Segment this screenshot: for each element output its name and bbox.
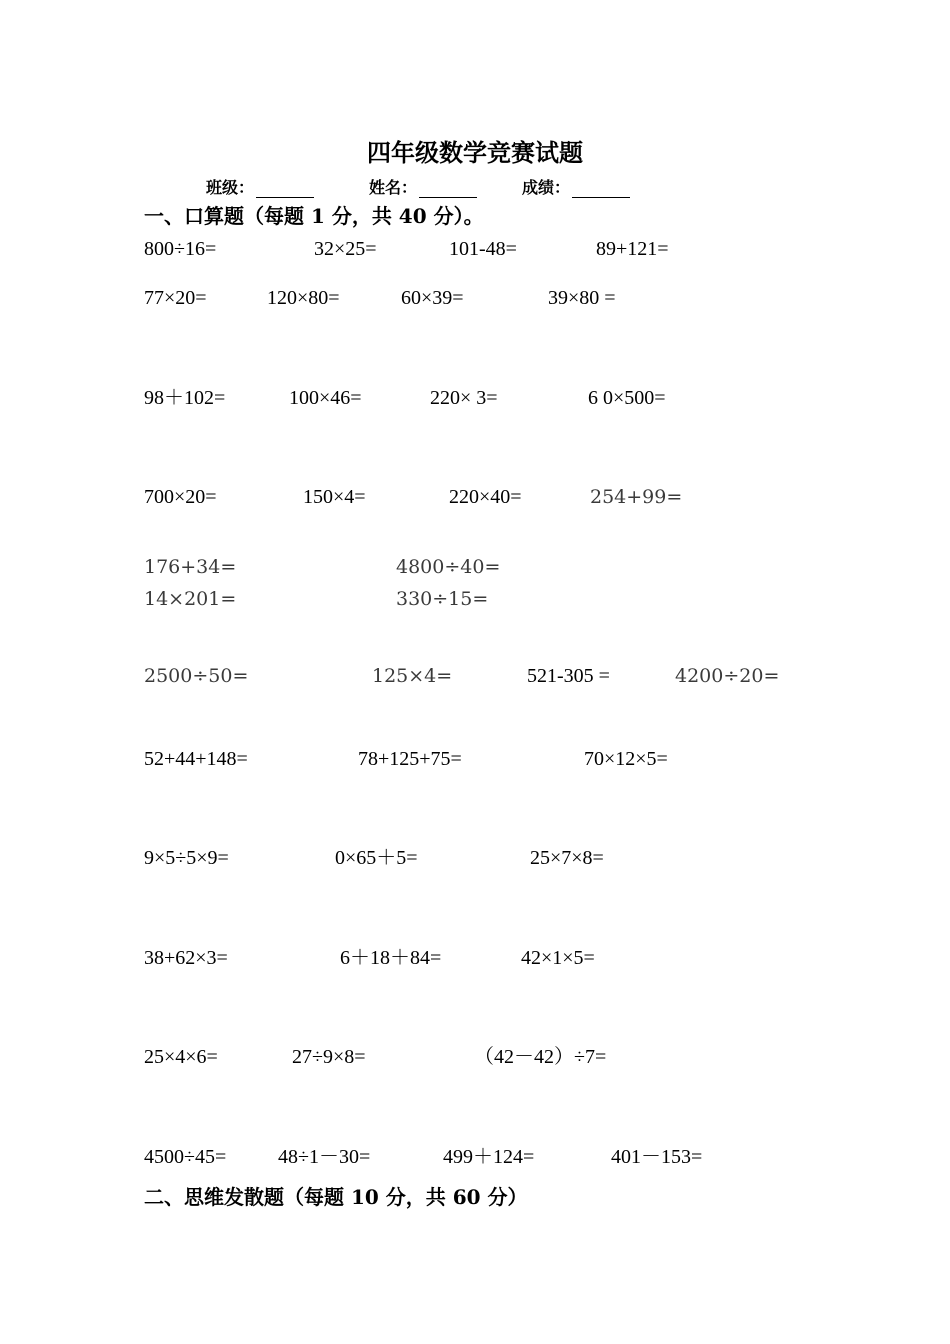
- problem: 125×4=: [372, 665, 453, 687]
- problem: （42－42）÷7=: [474, 1046, 607, 1068]
- problem: 401－153=: [611, 1146, 703, 1168]
- problem: 70×12×5=: [584, 748, 668, 770]
- class-field: [206, 175, 314, 198]
- problem: 78+125+75=: [358, 748, 462, 770]
- problem: 98＋102=: [144, 387, 226, 409]
- problem: 101-48=: [449, 238, 517, 260]
- problem: 220×40=: [449, 486, 522, 508]
- problem: 4800÷40=: [396, 556, 501, 578]
- problem: 14×201=: [144, 588, 237, 610]
- problem: 89+121=: [596, 238, 669, 260]
- section-heading-mental-math: 一、口算题（每题 1 分，共 40 分）。: [144, 204, 484, 228]
- section-heading-divergent-thinking: 二、思维发散题（每题 10 分，共 60 分）: [144, 1185, 528, 1209]
- problem: 220× 3=: [430, 387, 498, 409]
- page-title: 四年级数学竞赛试题: [367, 138, 583, 167]
- problem: 9×5÷5×9=: [144, 847, 229, 869]
- problem: 4200÷20=: [675, 665, 780, 687]
- problem: 25×7×8=: [530, 847, 604, 869]
- score-field: [522, 175, 630, 198]
- class-label: 班级：: [206, 178, 255, 197]
- problem: 150×4=: [303, 486, 366, 508]
- problem: 330÷15=: [396, 588, 489, 610]
- problem: 6 0×500=: [588, 387, 666, 409]
- problem: 77×20=: [144, 287, 207, 309]
- problem: 2500÷50=: [144, 665, 249, 687]
- problem: 25×4×6=: [144, 1046, 218, 1068]
- problem: 52+44+148=: [144, 748, 248, 770]
- problem: 38+62×3=: [144, 947, 228, 969]
- problem: 42×1×5=: [521, 947, 595, 969]
- name-blank: [419, 181, 477, 198]
- name-field: [369, 175, 477, 198]
- class-blank: [256, 181, 314, 198]
- problem: 800÷16=: [144, 238, 217, 260]
- name-label: 姓名：: [369, 178, 418, 197]
- problem: 100×46=: [289, 387, 362, 409]
- problem: 499＋124=: [443, 1146, 535, 1168]
- score-blank: [572, 181, 630, 198]
- problem: 60×39=: [401, 287, 464, 309]
- student-info-line: [0, 175, 950, 199]
- problem: 48÷1－30=: [278, 1146, 371, 1168]
- problem: 32×25=: [314, 238, 377, 260]
- problem: 0×65＋5=: [335, 847, 418, 869]
- problem: 6＋18＋84=: [340, 947, 442, 969]
- problem: 176+34=: [144, 556, 237, 578]
- score-label: 成绩：: [522, 178, 571, 197]
- problem: 4500÷45=: [144, 1146, 227, 1168]
- problem: 700×20=: [144, 486, 217, 508]
- problem: 39×80 =: [548, 287, 616, 309]
- problem: 521-305 =: [527, 665, 610, 687]
- problem: 27÷9×8=: [292, 1046, 366, 1068]
- problem: 120×80=: [267, 287, 340, 309]
- problem: 254+99=: [590, 486, 683, 508]
